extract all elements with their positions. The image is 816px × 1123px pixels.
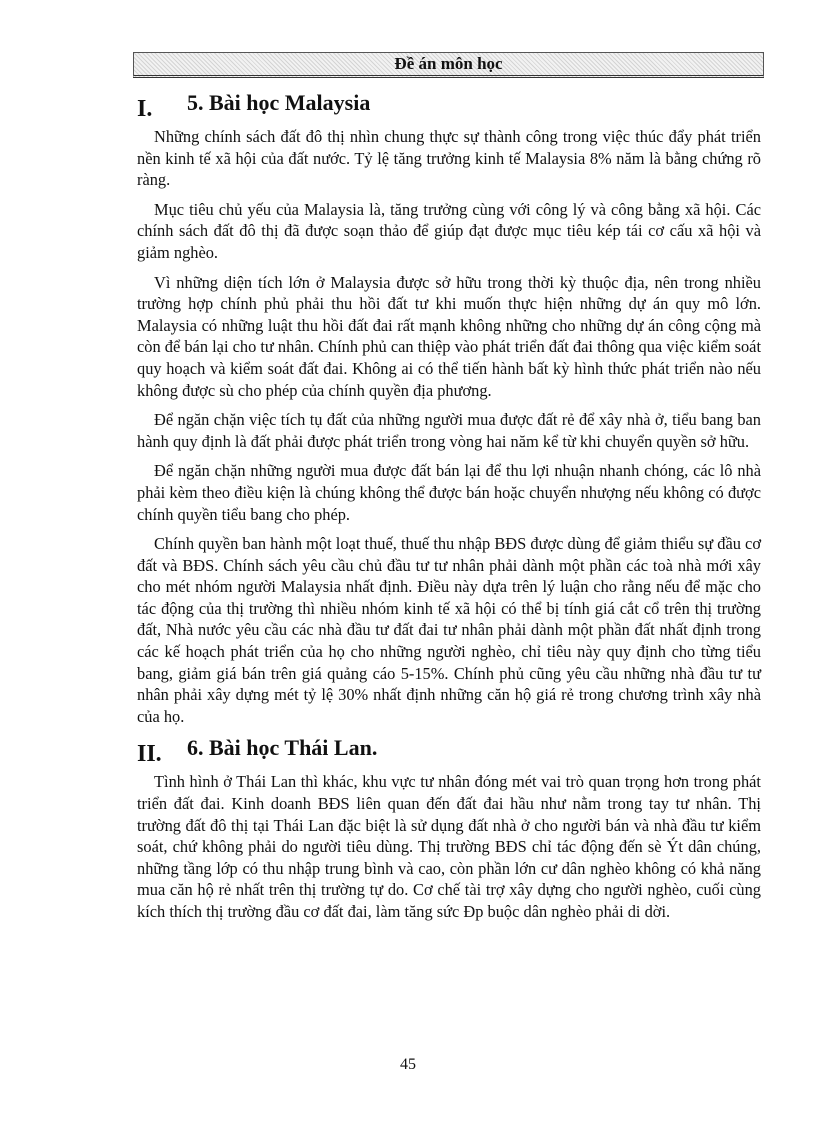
paragraph: Những chính sách đất đô thị nhìn chung thực sự thành công trong việc thúc đẩy phát triển nền kinh tế xã hội của đất nước. Tỷ lệ tăng trưởng kinh tế Malaysia 8% năm là bằng chứng rõ ràng. bbox=[137, 127, 761, 190]
section-roman-numeral: II. bbox=[137, 741, 162, 768]
paragraph: Để ngăn chặn việc tích tụ đất của những người mua được đất rẻ để xây nhà ở, tiểu bang ban hành quy định là đất phải được phát triển trong vòng hai năm kể từ khi chuyển quyền sở hữu. bbox=[137, 410, 761, 451]
section-title: 6. Bài học Thái Lan. bbox=[187, 735, 378, 761]
paragraph: Chính quyền ban hành một loạt thuế, thuế thu nhập BĐS được dùng để giảm thiểu sự đầu cơ đất và BĐS. Chính sách yêu cầu chủ đầu tư tư nhân phải dành một phần các toà nhà mới xây cho mét nhóm người Malaysia nhất định. Điều này dựa trên lý luận cho rằng nếu để mặc cho tác động của thị trường thì nhiều nhóm kinh tế xã hội có thể bị tính giá cắt cổ trên thị trường đất, Nhà nước yêu cầu các nhà đầu tư đất đai tư nhân phải dành một phần đất nhất định trong các kế hoạch phát triển của họ cho những người nghèo, chỉ tiêu này quy định cho từng tiểu bang, giảm giá bán trên giá quảng cáo 5-15%. Chính phủ cũng yêu cầu những nhà đầu tư tư nhân phải xây dựng mét tỷ lệ 30% nhất định những căn hộ giá rẻ trong chương trình xây nhà của họ. bbox=[137, 534, 761, 726]
paragraph: Tình hình ở Thái Lan thì khác, khu vực tư nhân đóng mét vai trò quan trọng hơn trong phát triển đất đai. Kinh doanh BĐS liên quan đến đất đai hầu như nằm trong tay tư nhân. Thị trường đất đô thị tại Thái Lan đặc biệt là sử dụng đất nhà ở cho người bán và nhà đầu tư kiểm soát, chứ không phải do người tiêu dùng. Thị trường BĐS chỉ tác động đến sè Ýt dân chúng, những tầng lớp có thu nhập trung bình và cao, còn phần lớn cư dân nghèo không có khả năng mua căn hộ rẻ nhất trên thị trường tự do. Cơ chế tài trợ xây dựng cho người nghèo, cuối cùng kích thích thị trường đầu cơ đất đai, làm tăng sức Ðp buộc dân nghèo phải di dời. bbox=[137, 772, 761, 921]
running-header-title: Đề án môn học bbox=[394, 54, 503, 73]
paragraph: Vì những diện tích lớn ở Malaysia được sở hữu trong thời kỳ thuộc địa, nên trong nhiều trường hợp chính phủ phải thu hồi đất tư khi muốn thực hiện những dự án quy mô lớn. Malaysia có những luật thu hồi đất đai rất mạnh không những cho những dự án công cộng mà còn để bán lại cho tư nhân. Chính phủ can thiệp vào phát triển đất đai thông qua việc kiểm soát quy hoạch và kiểm soát đất đai. Không ai có thể tiến hành bất kỳ hình thức phát triển nào nếu không được sù cho phép của chính quyền địa phương. bbox=[137, 272, 761, 400]
section-roman-numeral: I. bbox=[137, 96, 153, 122]
paragraph: Để ngăn chặn những người mua được đất bán lại để thu lợi nhuận nhanh chóng, các lô nhà phải kèm theo điều kiện là chúng không thể được bán hoặc chuyển nhượng nếu không có được chính quyền tiểu bang cho phép. bbox=[137, 461, 761, 524]
paragraph: Mục tiêu chủ yếu của Malaysia là, tăng trưởng cùng với công lý và công bằng xã hội. Các chính sách đất đô thị đã được soạn thảo để giúp đạt được mục tiêu kép tái cơ cấu xã hội và giảm nghèo. bbox=[137, 199, 761, 262]
section-heading-malaysia bbox=[137, 90, 761, 126]
page-body bbox=[137, 84, 761, 931]
page-number: 45 bbox=[400, 1056, 416, 1073]
running-header bbox=[133, 52, 764, 78]
section-heading-thailand bbox=[137, 735, 761, 771]
section-title: 5. Bài học Malaysia bbox=[187, 90, 371, 115]
